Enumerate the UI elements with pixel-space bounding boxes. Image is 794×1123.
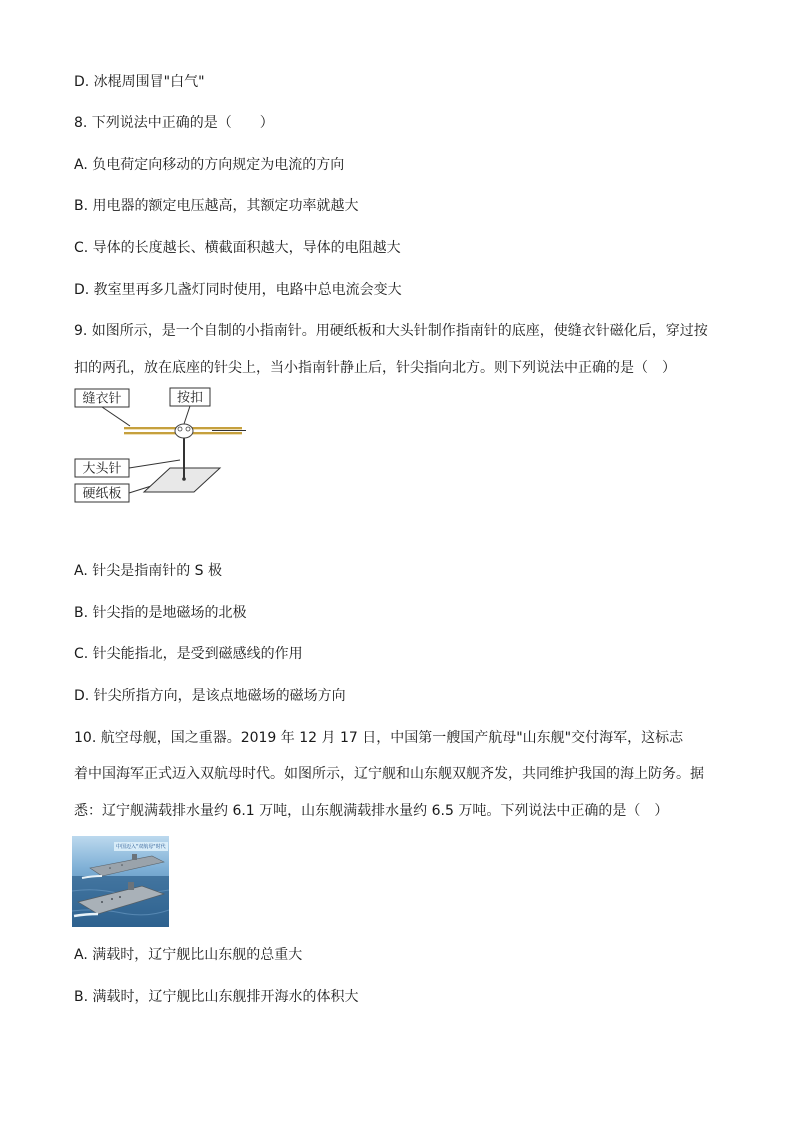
compass-figure xyxy=(72,386,250,506)
q9-option-d: D. 针尖所指方向，是该点地磁场的磁场方向 xyxy=(74,688,346,704)
carriers-photo xyxy=(72,836,169,927)
q7-option-d: D. 冰棍周围冒"白气" xyxy=(74,74,205,90)
needle-label: 缝衣针 xyxy=(82,391,122,407)
q8-option-b: B. 用电器的额定电压越高，其额定功率就越大 xyxy=(74,198,359,214)
q8-option-c: C. 导体的长度越长、横截面积越大，导体的电阻越大 xyxy=(74,240,401,256)
q10-option-b: B. 满载时，辽宁舰比山东舰排开海水的体积大 xyxy=(74,989,359,1005)
q8-stem: 8. 下列说法中正确的是（ ） xyxy=(74,115,274,131)
q8-option-a: A. 负电荷定向移动的方向规定为电流的方向 xyxy=(74,157,345,173)
q8-option-d: D. 教室里再多几盏灯同时使用，电路中总电流会变大 xyxy=(74,282,402,298)
cardboard-base xyxy=(144,468,220,492)
snap-label: 按扣 xyxy=(176,390,204,406)
q10-stem-line3: 悉：辽宁舰满载排水量约 6.1 万吨，山东舰满载排水量约 6.5 万吨。下列说法中正确的是（ ） xyxy=(74,803,669,819)
snap-button xyxy=(175,424,193,438)
q10-stem-line2: 着中国海军正式迈入双航母时代。如图所示，辽宁舰和山东舰双舰齐发，共同维护我国的海上防务。据 xyxy=(74,766,704,782)
pin-label: 大头针 xyxy=(82,461,122,477)
q9-option-b: B. 针尖指的是地磁场的北极 xyxy=(74,605,247,621)
q9-option-c: C. 针尖能指北，是受到磁感线的作用 xyxy=(74,646,303,662)
q9-stem-line2: 扣的两孔，放在底座的针尖上，当小指南针静止后，针尖指向北方。则下列说法中正确的是（ ） xyxy=(74,360,676,376)
q9-option-a: A. 针尖是指南针的 S 极 xyxy=(74,563,223,579)
q10-option-a: A. 满载时，辽宁舰比山东舰的总重大 xyxy=(74,947,303,963)
photo-banner: 中国迈入"双航母"时代 xyxy=(116,844,166,850)
board-label: 硬纸板 xyxy=(82,486,122,502)
q9-stem-line1: 9. 如图所示，是一个自制的小指南针。用硬纸板和大头针制作指南针的底座，使缝衣针磁化后，穿过按 xyxy=(74,323,708,339)
q10-stem-line1: 10. 航空母舰，国之重器。2019 年 12 月 17 日，中国第一艘国产航母"山东舰"交付海军，这标志 xyxy=(74,730,684,746)
